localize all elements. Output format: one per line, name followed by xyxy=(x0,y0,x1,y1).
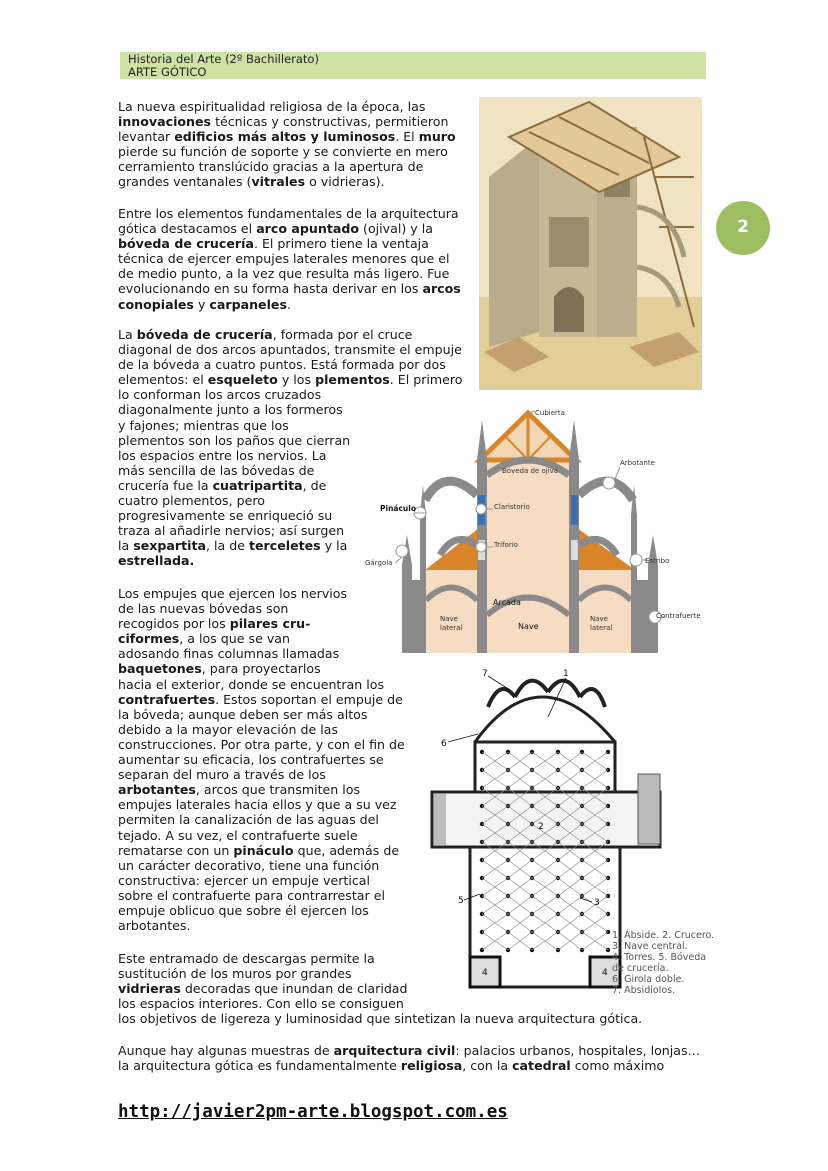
label-boveda-ojiva: Bóveda de ojiva xyxy=(502,467,559,475)
label-gargola: Gárgola xyxy=(365,559,393,567)
plan-number-7: 7 xyxy=(482,669,488,679)
svg-text:lateral: lateral xyxy=(440,624,463,632)
plan-number-6: 6 xyxy=(441,739,447,749)
document-header xyxy=(120,52,706,79)
page-number-badge: 2 xyxy=(716,201,770,255)
label-triforio: Triforio xyxy=(494,541,518,549)
label-estribo: Estribo xyxy=(645,557,670,565)
floor-plan-caption: 1. Ábside. 2. Crucero. 3. Nave central. 4. Torres. 5. Bóveda de crucería. 6. Girola doble. 7. Absidiolos. xyxy=(612,930,715,996)
unit-title: ARTE GÓTICO xyxy=(128,65,207,79)
paragraph-vidrieras: Este entramado de descargas permite la sustitución de los muros por grandes vidrieras decoradas que inundan de claridad los espacios interiores. Con ello se consiguen los objetivos de ligereza y luminosidad que sintetizan la nueva arquitectura gótica. xyxy=(118,951,643,1027)
cathedral-construction-illustration xyxy=(479,97,702,390)
paragraph-intro: La nueva espiritualidad religiosa de la época, las innovaciones técnicas y constructivas, permitieron levantar edificios más altos y luminosos. El muro pierde su función de soporte y se convierte en mero cerramiento translúcido gracias a la apertura de grandes ventanales (vitrales o vidrieras). xyxy=(118,99,456,190)
plan-number-4-right: 4 xyxy=(602,968,608,978)
plan-number-4-left: 4 xyxy=(482,968,488,978)
plan-number-3: 3 xyxy=(594,898,600,908)
paragraph-empujes: Los empujes que ejercen los nervios de las nuevas bóvedas son recogidos por los pilares cru- ciformes, a los que se van adosando finas columnas llamadas baquetones, para proyectarlos hacia el exterior, donde se encuentran los contrafuertes. Estos soportan el empuje de la bóveda; aunque deben ser más altos debido a la mayor elevación de las construcciones. Por otra parte, y con el fin de aumentar su eficacia, los contrafuertes se separan del muro a través de los arbotantes, arcos que transmiten los empujes laterales hacia ellos y que a su vez permiten la canalización de las aguas del tejado. A su vez, el contrafuerte suele rematarse con un pináculo que, además de un carácter decorativo, tiene una función constructiva: ejercer un empuje vertical sobre el contrafuerte para contrarrestar el empuje oblicuo que sobre él ejercen los arbotantes. xyxy=(118,586,405,934)
plan-number-5: 5 xyxy=(458,896,464,906)
plan-number-1: 1 xyxy=(563,669,569,679)
course-title: Historia del Arte (2º Bachillerato) xyxy=(128,52,319,66)
cathedral-section-diagram xyxy=(365,405,701,655)
label-arcada: Arcada xyxy=(493,598,521,607)
paragraph-boveda-cruceria: La bóveda de crucería, formada por el cruce diagonal de dos arcos apuntados, transmite el empuje de la bóveda a cuatro puntos. Está formada por dos elementos: el esqueleto y los plementos. El primero lo conforman los arcos cruzados diagonalmente junto a los formeros y fajones; mientras que los plementos son los paños que cierran los espacios entre los nervios. La más sencilla de las bóvedas de crucería fue la cuatripartita, de cuatro plementos, pero progresivamente se enriqueció su traza al añadirle nervios; así surgen la sexpartita, la de terceletes y la estrellada. xyxy=(118,327,463,569)
label-nave: Nave xyxy=(518,622,539,631)
paragraph-arco-apuntado: Entre los elementos fundamentales de la arquitectura gótica destacamos el arco apuntado (ojival) y la bóveda de crucería. El primero tiene la ventaja técnica de ejercer empujes laterales menores que el de medio punto, a la vez que resulta más ligero. Fue evolucionando en su forma hasta derivar en los arcos conopiales y carpaneles. xyxy=(118,206,461,312)
label-claristorio: Claristorio xyxy=(494,503,530,511)
paragraph-arquitectura-civil: Aunque hay algunas muestras de arquitectura civil: palacios urbanos, hospitales, lonjas… la arquitectura gótica es fundamentalmente religiosa, con la catedral como máximo xyxy=(118,1043,701,1074)
label-contrafuerte: Contrafuerte xyxy=(656,612,701,620)
label-pinaculo: Pináculo xyxy=(380,504,416,513)
label-nave-lateral-right: Nave xyxy=(590,615,608,623)
label-cubierta: Cubierta xyxy=(535,409,565,417)
label-arbotante: Arbotante xyxy=(620,459,655,467)
svg-text:lateral: lateral xyxy=(590,624,613,632)
blog-link[interactable]: http://javier2pm-arte.blogspot.com.es xyxy=(118,1102,508,1122)
label-nave-lateral-left: Nave xyxy=(440,615,458,623)
plan-number-2: 2 xyxy=(538,822,544,832)
